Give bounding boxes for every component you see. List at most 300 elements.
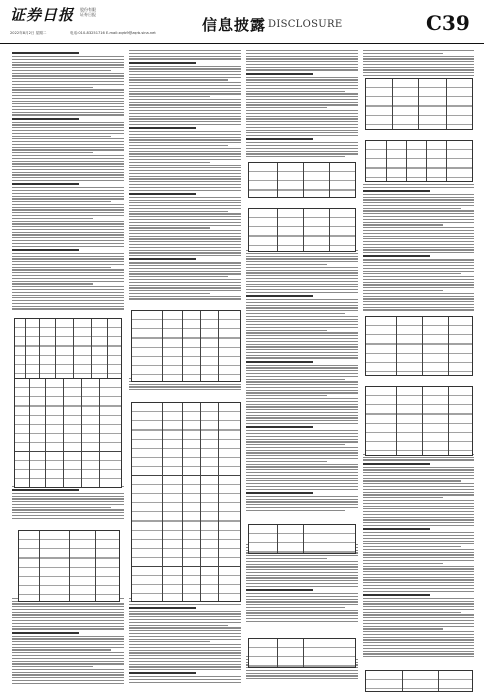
text-line — [129, 53, 241, 54]
text-line — [363, 58, 474, 59]
text-line — [246, 153, 358, 154]
text-line — [129, 148, 241, 149]
text-line — [246, 384, 358, 385]
data-table-7 — [248, 208, 356, 252]
text-line — [12, 221, 124, 222]
text-line — [12, 493, 124, 494]
text-line — [129, 88, 241, 89]
newspaper-body — [12, 50, 474, 694]
text-line — [246, 330, 327, 331]
text-line — [363, 612, 461, 613]
page-number: C39 — [426, 11, 470, 35]
data-table-4 — [131, 310, 241, 382]
text-line — [129, 181, 241, 182]
text-line — [246, 507, 358, 508]
text-line — [246, 572, 358, 573]
text-line — [363, 230, 474, 231]
text-line — [246, 281, 358, 282]
text-line — [246, 130, 358, 131]
text-line — [129, 170, 241, 171]
text-line — [363, 579, 474, 580]
text-line — [246, 278, 358, 279]
text-line — [129, 386, 241, 387]
text-line — [12, 272, 124, 273]
text-line — [246, 145, 358, 146]
text-line — [12, 683, 124, 684]
text-line — [12, 283, 93, 284]
text-line — [246, 406, 358, 407]
text-line — [246, 121, 358, 122]
text-line — [12, 612, 124, 613]
text-line — [12, 133, 124, 134]
text-line — [246, 64, 358, 65]
text-line — [246, 267, 358, 268]
text-line — [246, 316, 358, 317]
text-line — [246, 77, 358, 78]
text-line — [363, 255, 430, 257]
text-line — [363, 56, 474, 57]
tagline — [80, 7, 96, 17]
text-line — [246, 289, 358, 290]
text-line — [12, 306, 124, 307]
text-line — [12, 196, 124, 197]
text-line — [246, 566, 358, 567]
text-line — [363, 517, 474, 518]
text-line — [12, 109, 124, 110]
text-line — [363, 296, 474, 297]
text-line — [363, 549, 474, 550]
text-line — [363, 301, 474, 302]
text-line — [12, 103, 124, 104]
text-line — [246, 310, 358, 311]
text-line — [363, 601, 474, 602]
text-line — [12, 240, 124, 241]
text-line — [363, 208, 461, 209]
text-line — [246, 612, 358, 613]
text-line — [129, 85, 241, 86]
text-line — [12, 606, 124, 607]
text-line — [246, 355, 358, 356]
text-line — [12, 603, 124, 604]
text-line — [246, 670, 358, 671]
text-line — [363, 603, 474, 604]
text-line — [363, 304, 474, 305]
text-line — [129, 107, 241, 108]
text-line — [129, 262, 241, 263]
text-line — [129, 124, 241, 125]
text-line — [246, 439, 358, 440]
text-line — [246, 102, 358, 103]
text-line — [129, 252, 241, 253]
text-line — [129, 205, 241, 206]
text-line — [129, 137, 241, 138]
data-table-5 — [131, 402, 241, 602]
text-line — [363, 557, 474, 558]
text-line — [363, 614, 474, 615]
text-line — [129, 679, 241, 680]
text-line — [129, 113, 241, 114]
text-line — [129, 384, 241, 385]
text-line — [363, 262, 474, 263]
text-line — [246, 593, 358, 594]
text-line — [12, 234, 124, 235]
text-line — [12, 89, 124, 90]
data-table-8 — [248, 524, 356, 554]
text-line — [129, 121, 241, 122]
text-line — [12, 655, 124, 656]
text-line — [363, 489, 474, 490]
text-line — [363, 53, 443, 54]
text-line — [12, 267, 111, 268]
text-line — [129, 627, 241, 628]
text-line — [363, 620, 474, 621]
text-line — [246, 390, 358, 391]
text-line — [246, 447, 358, 448]
text-line — [12, 641, 124, 642]
text-line — [12, 620, 124, 621]
text-line — [246, 621, 358, 622]
text-line — [246, 73, 313, 75]
text-line — [246, 458, 358, 459]
text-line — [246, 127, 358, 128]
text-line — [12, 515, 124, 516]
text-line — [12, 78, 124, 79]
text-line — [363, 307, 474, 308]
text-line — [246, 586, 358, 587]
text-line — [12, 223, 124, 224]
text-line — [12, 98, 124, 99]
text-line — [12, 207, 124, 208]
text-line — [363, 552, 474, 553]
text-line — [129, 238, 241, 239]
text-line — [246, 107, 327, 108]
text-line — [246, 56, 358, 57]
text-line — [363, 522, 474, 523]
text-line — [129, 197, 241, 198]
text-line — [12, 59, 124, 60]
text-line — [129, 184, 241, 185]
text-line — [129, 66, 241, 67]
text-line — [246, 341, 358, 342]
text-line — [363, 606, 474, 607]
text-line — [12, 158, 124, 159]
text-line — [363, 574, 474, 575]
text-line — [129, 131, 241, 132]
text-line — [12, 672, 124, 673]
text-line — [129, 276, 228, 277]
text-line — [363, 469, 474, 470]
text-line — [12, 152, 93, 153]
text-line — [246, 452, 358, 453]
text-line — [129, 625, 228, 626]
text-line — [129, 271, 241, 272]
text-line — [363, 651, 474, 652]
text-line — [363, 503, 474, 504]
data-table-14 — [365, 670, 473, 692]
text-line — [12, 64, 124, 65]
text-line — [363, 486, 474, 487]
text-line — [363, 591, 474, 592]
text-line — [363, 475, 474, 476]
text-line — [246, 464, 358, 465]
text-line — [363, 290, 443, 291]
text-line — [246, 417, 358, 418]
text-line — [246, 50, 358, 51]
text-line — [129, 604, 241, 605]
text-line — [129, 273, 241, 274]
text-line — [363, 634, 474, 635]
data-table-12 — [365, 316, 473, 376]
text-line — [246, 409, 358, 410]
text-line — [12, 56, 124, 57]
text-line — [12, 141, 124, 142]
text-line — [12, 661, 124, 662]
text-line — [363, 252, 474, 253]
text-line — [129, 672, 196, 674]
text-line — [129, 619, 241, 620]
text-line — [363, 492, 474, 493]
text-line — [12, 264, 124, 265]
text-line — [12, 183, 79, 185]
text-line — [129, 607, 196, 609]
text-line — [129, 241, 241, 242]
text-line — [129, 282, 241, 283]
text-line — [246, 346, 358, 347]
text-line — [363, 67, 474, 68]
text-line — [246, 466, 358, 467]
text-line — [12, 623, 124, 624]
text-line — [246, 469, 358, 470]
text-line — [12, 663, 124, 664]
text-line — [246, 496, 358, 497]
text-line — [246, 415, 358, 416]
text-line — [12, 114, 124, 115]
text-line — [129, 285, 241, 286]
text-line — [246, 501, 358, 502]
text-line — [129, 104, 241, 105]
text-line — [246, 441, 358, 442]
text-line — [246, 392, 358, 393]
text-line — [246, 261, 358, 262]
text-line — [363, 265, 474, 266]
text-line — [246, 367, 358, 368]
text-line — [363, 642, 474, 643]
text-line — [363, 639, 474, 640]
text-line — [246, 148, 358, 149]
text-line — [129, 145, 228, 146]
text-line — [12, 169, 124, 170]
text-line — [12, 278, 124, 279]
text-line — [246, 589, 313, 591]
text-line — [129, 50, 241, 51]
text-line — [12, 215, 124, 216]
text-line — [246, 430, 358, 431]
text-line — [363, 194, 474, 195]
text-line — [246, 361, 313, 363]
text-line — [129, 178, 241, 179]
text-line — [363, 213, 474, 214]
text-line — [363, 249, 474, 250]
text-line — [12, 124, 124, 125]
text-line — [129, 79, 228, 80]
newspaper-logo: 证券日报 — [10, 6, 75, 24]
text-line — [363, 623, 474, 624]
text-line — [129, 222, 241, 223]
text-line — [129, 658, 241, 659]
text-line — [129, 622, 241, 623]
text-line — [246, 327, 358, 328]
text-line — [363, 497, 443, 498]
text-line — [12, 147, 124, 148]
text-line — [246, 618, 358, 619]
text-line — [12, 669, 124, 670]
text-line — [363, 585, 474, 586]
text-line — [246, 376, 358, 377]
text-line — [246, 253, 358, 254]
text-line — [12, 180, 124, 181]
text-line — [246, 270, 358, 271]
text-line — [363, 238, 474, 239]
text-line — [129, 644, 241, 645]
text-line — [12, 501, 124, 502]
text-line — [129, 265, 241, 266]
text-line — [246, 313, 345, 314]
text-line — [12, 609, 124, 610]
text-line — [363, 568, 474, 569]
text-line — [363, 571, 474, 572]
text-line — [12, 166, 124, 167]
text-line — [363, 184, 474, 185]
data-table-6 — [248, 162, 356, 198]
text-line — [129, 56, 241, 57]
text-line — [246, 555, 358, 556]
masthead — [0, 0, 484, 44]
text-line — [129, 255, 241, 256]
text-line — [12, 647, 124, 648]
text-column-3 — [246, 50, 358, 694]
text-line — [363, 69, 474, 70]
text-line — [12, 512, 124, 513]
tagline-line-2: 证券日报 — [80, 12, 96, 17]
text-line — [363, 563, 443, 564]
text-line — [129, 167, 241, 168]
text-line — [246, 486, 358, 487]
text-line — [12, 258, 124, 259]
text-line — [129, 82, 241, 83]
text-line — [12, 226, 124, 227]
text-line — [12, 281, 124, 282]
text-line — [363, 609, 474, 610]
text-line — [246, 275, 358, 276]
text-line — [363, 637, 474, 638]
text-line — [246, 504, 358, 505]
text-line — [363, 628, 443, 629]
text-line — [246, 99, 358, 100]
text-line — [363, 216, 474, 217]
text-line — [363, 631, 474, 632]
text-line — [12, 303, 124, 304]
text-line — [363, 219, 474, 220]
text-line — [363, 293, 474, 294]
text-line — [129, 96, 210, 97]
text-line — [129, 74, 241, 75]
text-line — [12, 649, 111, 650]
text-line — [363, 598, 474, 599]
text-line — [246, 365, 358, 366]
text-line — [363, 648, 474, 649]
text-line — [246, 110, 358, 111]
text-line — [246, 135, 358, 136]
text-line — [246, 118, 358, 119]
text-line — [129, 190, 241, 191]
text-line — [12, 652, 124, 653]
text-line — [129, 666, 241, 667]
text-line — [246, 395, 327, 396]
text-line — [363, 514, 474, 515]
text-line — [363, 233, 474, 234]
text-line — [12, 256, 124, 257]
text-line — [363, 222, 474, 223]
text-line — [246, 79, 358, 80]
text-line — [12, 84, 124, 85]
text-line — [246, 338, 358, 339]
text-line — [246, 423, 358, 424]
text-line — [129, 118, 241, 119]
text-line — [129, 156, 241, 157]
text-line — [363, 617, 474, 618]
text-line — [12, 289, 124, 290]
text-line — [246, 489, 358, 490]
text-line — [363, 287, 474, 288]
text-line — [129, 611, 241, 612]
text-line — [246, 344, 358, 345]
text-line — [363, 224, 443, 225]
text-line — [129, 655, 241, 656]
text-line — [12, 237, 124, 238]
text-line — [246, 305, 358, 306]
text-line — [246, 412, 358, 413]
text-line — [129, 208, 241, 209]
text-line — [363, 459, 474, 460]
text-line — [363, 543, 474, 544]
text-line — [129, 287, 241, 288]
text-line — [129, 68, 241, 69]
text-line — [12, 269, 124, 270]
text-line — [12, 253, 124, 254]
text-line — [246, 379, 345, 380]
text-line — [363, 653, 474, 654]
text-line — [363, 247, 474, 248]
text-line — [246, 113, 358, 114]
text-line — [129, 298, 241, 299]
text-line — [12, 193, 124, 194]
text-line — [12, 489, 79, 491]
text-line — [12, 626, 124, 627]
text-line — [246, 124, 358, 125]
text-line — [12, 212, 124, 213]
text-line — [129, 669, 241, 670]
text-line — [129, 661, 241, 662]
text-line — [363, 64, 474, 65]
text-line — [12, 638, 124, 639]
text-line — [246, 138, 313, 140]
text-line — [363, 480, 461, 481]
text-line — [363, 457, 474, 458]
text-line — [129, 219, 241, 220]
text-line — [246, 599, 358, 600]
text-line — [246, 564, 358, 565]
text-line — [12, 144, 124, 145]
